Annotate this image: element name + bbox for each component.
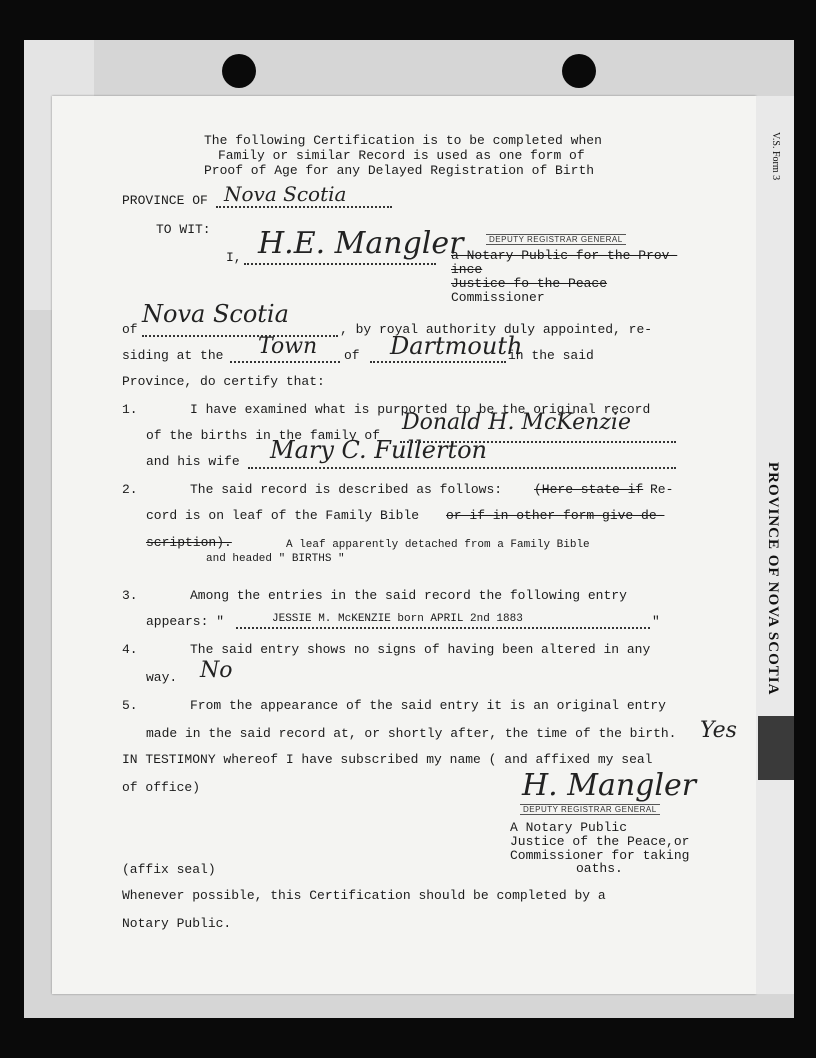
header-line-2: Family or similar Record is used as one form of <box>218 148 585 163</box>
footer-line-1: Whenever possible, this Certification should be completed by a <box>122 888 606 903</box>
sig-title-commissioner: Commissioner for taking <box>510 848 690 863</box>
item-4-number: 4. <box>122 642 138 657</box>
item-2-line-2a: cord is on leaf of the Family Bible <box>146 508 420 523</box>
royal-authority-text: , by royal authority duly appointed, re- <box>340 322 653 337</box>
residing-label: siding at the <box>122 348 224 363</box>
town-line <box>230 361 340 363</box>
form-code: V.S. Form 3 <box>770 132 781 181</box>
close-quote: " <box>652 614 660 629</box>
item-4-line-1: The said entry shows no signs of having been altered in any <box>190 642 651 657</box>
way-label: way. <box>146 670 178 685</box>
province-handwritten: Nova Scotia <box>224 182 347 206</box>
footer-line-2: Notary Public. <box>122 916 232 931</box>
appears-label: appears: " <box>146 614 225 629</box>
punch-hole-right <box>562 54 596 88</box>
to-wit-label: TO WIT: <box>156 222 211 237</box>
province-certify: Province, do certify that: <box>122 374 325 389</box>
signatory-handwritten: H.E. Mangler <box>258 226 464 261</box>
item-5-answer: Yes <box>700 718 737 743</box>
item-2-line-2b: or if in other form give de- <box>446 508 665 523</box>
sig-title-notary: A Notary Public <box>510 820 628 835</box>
item-5-line-2: made in the said record at, or shortly after, the time of the birth. <box>146 726 677 741</box>
province-label: PROVINCE OF <box>122 193 208 208</box>
name-line <box>244 263 436 265</box>
item-3-number: 3. <box>122 588 138 603</box>
place-line <box>370 361 506 363</box>
item-1-line-2: of the births in the family of <box>146 428 381 443</box>
title-notary-cont: ince <box>451 262 483 277</box>
item-4-answer: No <box>200 658 233 683</box>
deputy-registrar-stamp-2: DEPUTY REGISTRAR GENERAL <box>520 804 660 815</box>
typed-description-1: A leaf apparently detached from a Family Bible <box>286 539 590 551</box>
mother-line <box>248 467 676 469</box>
sig-title-oaths: oaths. <box>576 861 623 876</box>
town-handwritten: Town <box>258 334 318 359</box>
item-5-number: 5. <box>122 698 138 713</box>
mother-handwritten: Mary C. Fullerton <box>270 436 487 464</box>
of-handwritten: Nova Scotia <box>142 300 289 328</box>
item-2-line-1c: Re- <box>650 482 674 497</box>
item-2-line-1a: The said record is described as follows: <box>190 482 503 497</box>
dark-tab <box>758 716 794 780</box>
item-3-line-1: Among the entries in the said record the following entry <box>190 588 627 603</box>
i-label: I, <box>226 250 242 265</box>
item-2-line-3a: scription). <box>146 535 232 550</box>
in-said-label: in the said <box>508 348 594 363</box>
signature-handwritten: H. Mangler <box>522 768 697 803</box>
side-strip <box>756 96 794 994</box>
of-label: of <box>122 322 138 337</box>
entry-typed: JESSIE M. McKENZIE born APRIL 2nd 1883 <box>272 613 523 625</box>
typed-description-2: and headed " BIRTHS " <box>206 553 345 565</box>
title-commissioner: Commissioner <box>451 290 545 305</box>
item-1-line-1: I have examined what is purported to be the original record <box>190 402 651 417</box>
punch-hole-left <box>222 54 256 88</box>
item-2-line-1b: (Here state if <box>534 482 644 497</box>
item-2-number: 2. <box>122 482 138 497</box>
item-5-line-1: From the appearance of the said entry it is an original entry <box>190 698 666 713</box>
header-line-3: Proof of Age for any Delayed Registration of Birth <box>204 163 595 178</box>
item-1-number: 1. <box>122 402 138 417</box>
province-line <box>216 206 392 208</box>
testimony-line-2: of office) <box>122 780 201 795</box>
title-justice: Justice fo the Peace <box>451 276 608 291</box>
header-line-1: The following Certification is to be completed when <box>204 133 602 148</box>
father-handwritten: Donald H. McKenzie <box>402 410 631 435</box>
testimony-line-1: IN TESTIMONY whereof I have subscribed my name ( and affixed my seal <box>122 752 653 767</box>
of-label-2: of <box>344 348 360 363</box>
sig-title-justice: Justice of the Peace,or <box>510 834 690 849</box>
side-title: PROVINCE OF NOVA SCOTIA <box>765 462 781 696</box>
title-notary: a Notary Public for the Prov- <box>451 248 678 263</box>
entry-line <box>236 627 650 629</box>
place-handwritten: Dartmouth <box>390 332 523 360</box>
deputy-registrar-stamp: DEPUTY REGISTRAR GENERAL <box>486 234 626 245</box>
affix-seal-label: (affix seal) <box>122 862 216 877</box>
item-1-line-3: and his wife <box>146 454 240 469</box>
